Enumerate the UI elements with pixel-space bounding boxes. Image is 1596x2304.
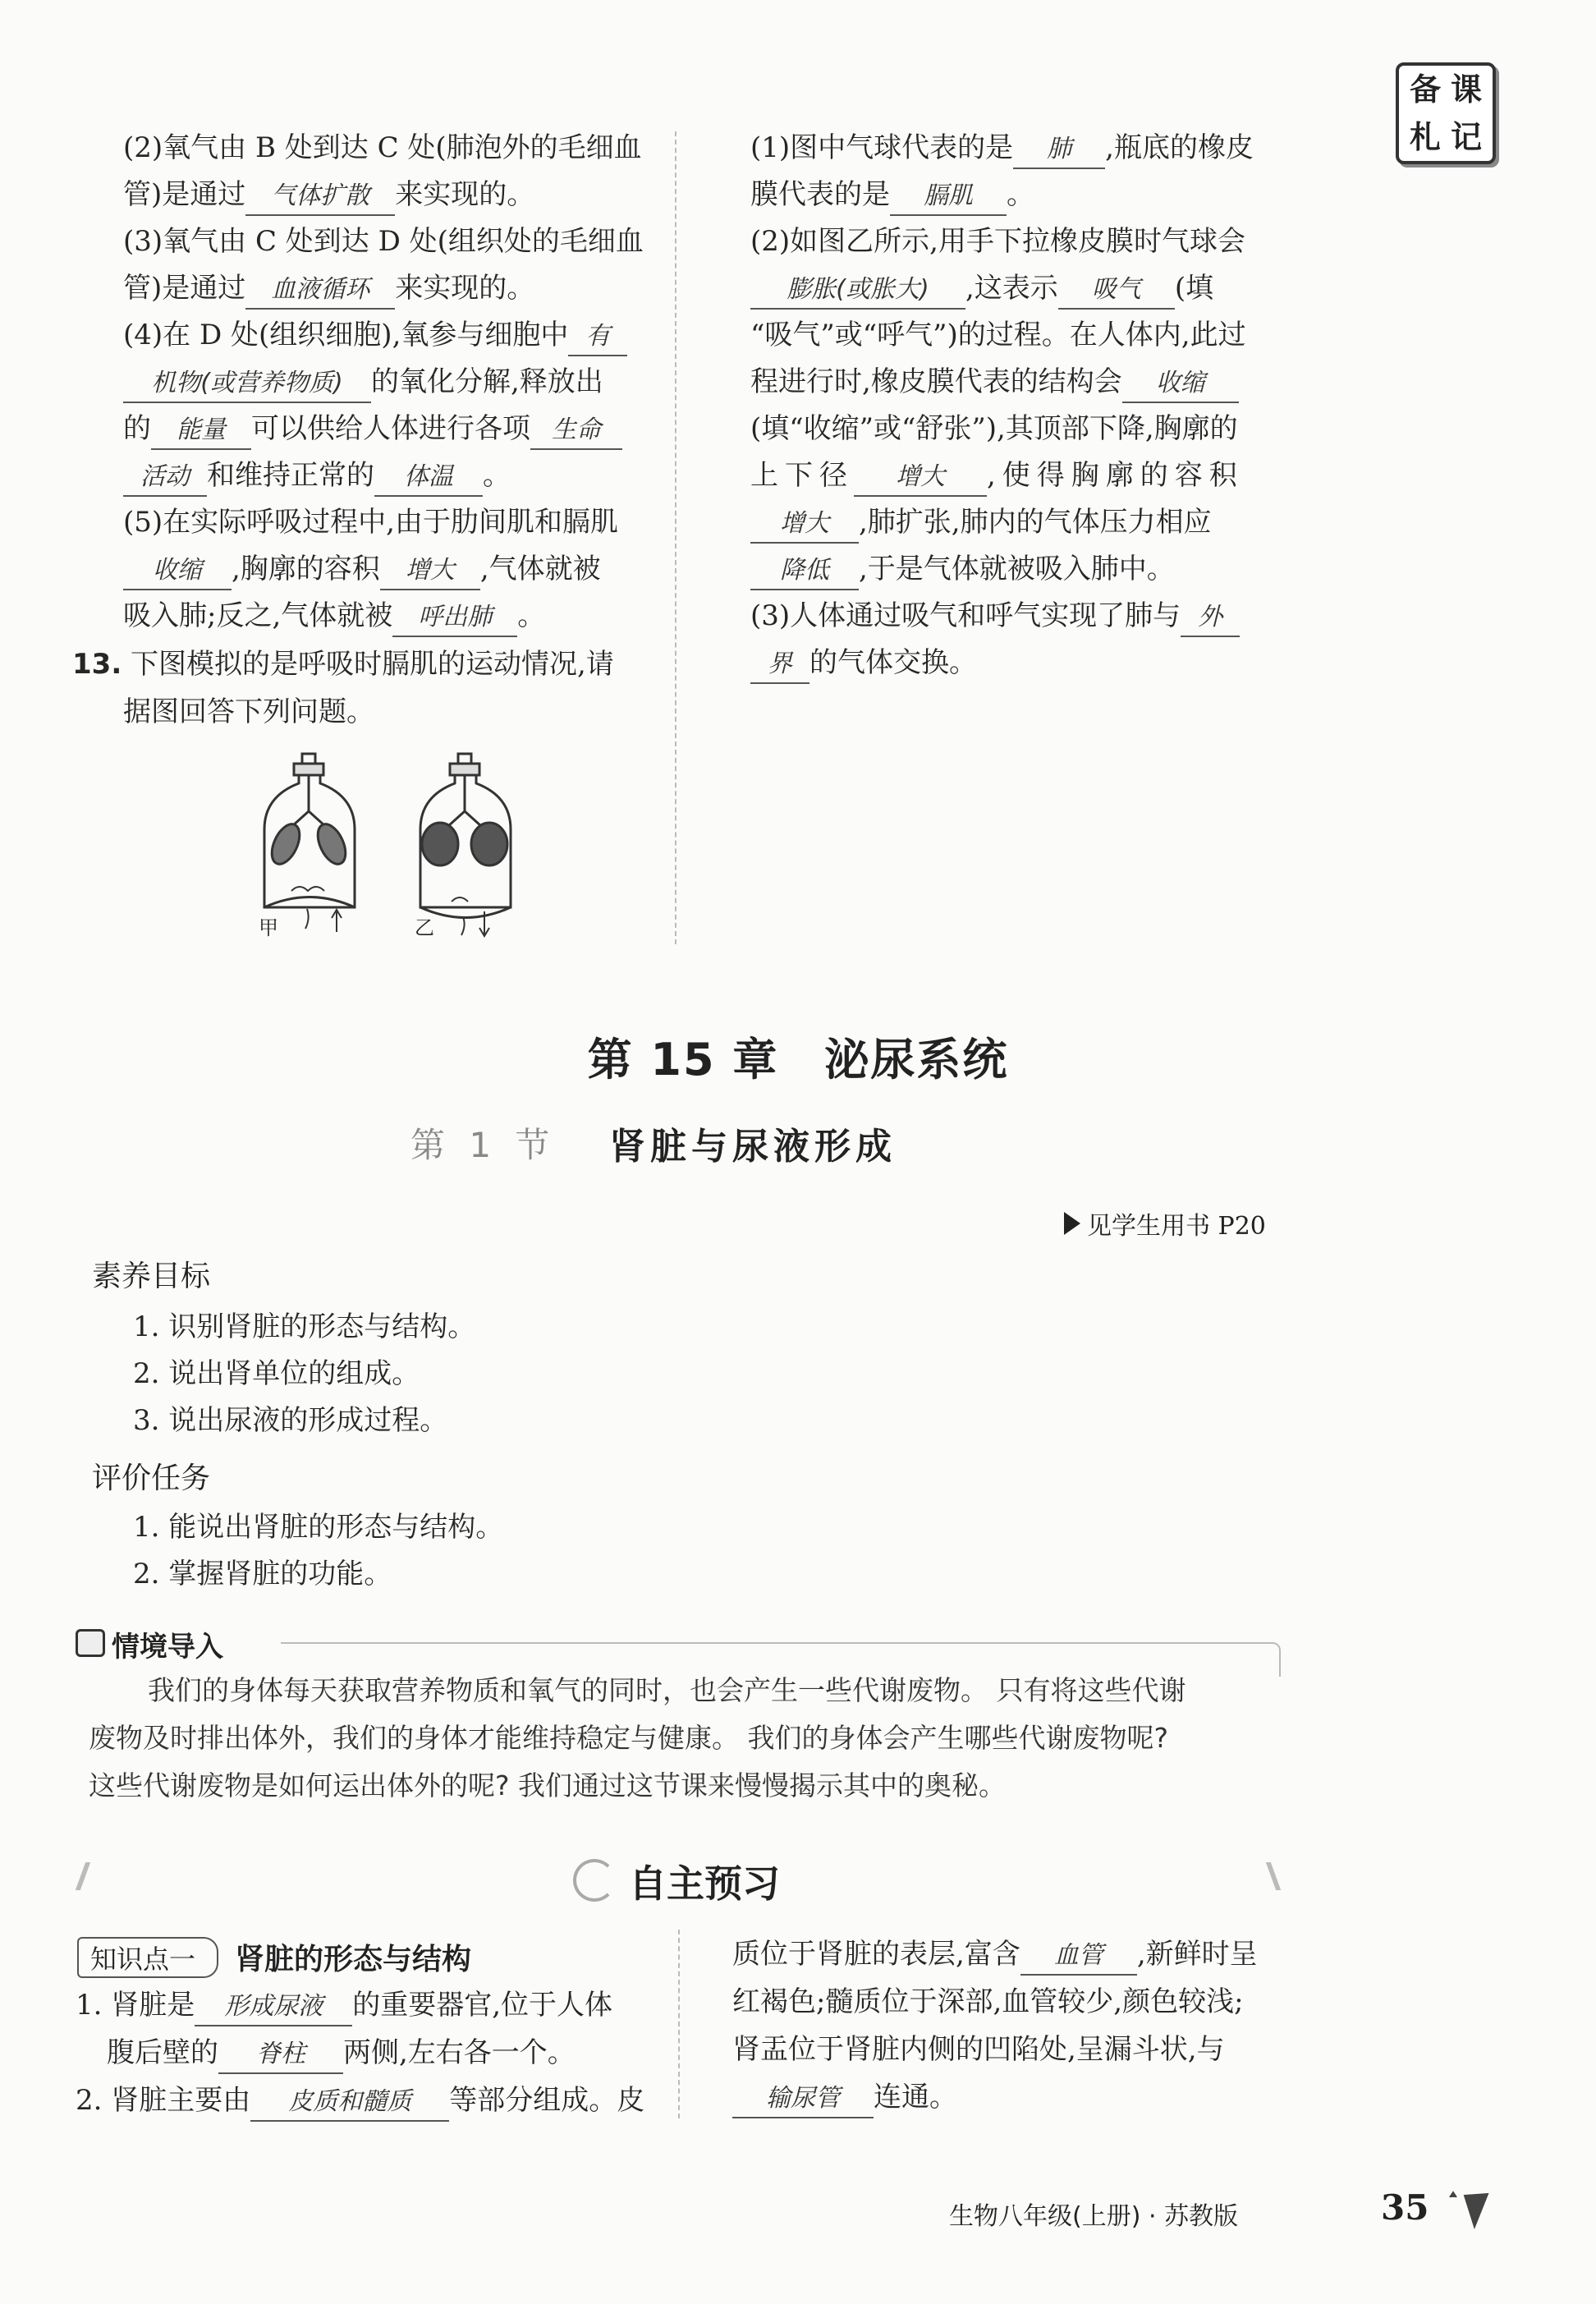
q12-part3-line1: (3)氧气由 C 处到达 D 处(组织处的毛细血 bbox=[123, 225, 644, 258]
q12-part3-line2 bbox=[123, 270, 534, 310]
kp1-right-line3: 肾盂位于肾脏内侧的凹陷处,呈漏斗状,与 bbox=[732, 2033, 1225, 2066]
answer-blank: 皮质和髓质 bbox=[250, 2084, 449, 2122]
answer-blank: 输尿管 bbox=[732, 2081, 874, 2118]
q13-part2-line5: (填“收缩”或“舒张”),其顶部下降,胸廓的 bbox=[750, 412, 1238, 445]
chapter-title: 第 15 章 泌尿系统 bbox=[587, 1034, 1009, 1085]
text: 。 bbox=[517, 599, 546, 632]
intro-line: 废物及时排出体外，我们的身体才能维持稳定与健康。 我们的身体会产生哪些代谢废物呢? bbox=[89, 1722, 1169, 1754]
q12-part4-line2 bbox=[123, 364, 603, 403]
q12-part4-line4 bbox=[123, 457, 511, 497]
answer-blank: 能量 bbox=[151, 412, 251, 450]
answer-blank: 形成尿液 bbox=[195, 1989, 352, 2026]
q12-part4-line3 bbox=[123, 411, 622, 450]
column-divider bbox=[675, 131, 676, 944]
preview-banner bbox=[80, 1854, 1281, 1906]
kp1-right-line4 bbox=[732, 2079, 957, 2118]
answer-blank: 增大 bbox=[750, 506, 859, 544]
text: 等部分组成。皮 bbox=[449, 2084, 645, 2117]
text: 下图模拟的是呼吸时膈肌的运动情况,请 bbox=[131, 648, 614, 681]
text: 两侧,左右各一个。 bbox=[343, 2036, 576, 2069]
text: 的氧化分解,释放出 bbox=[371, 365, 603, 398]
goal-item: 3. 说出尿液的形成过程。 bbox=[133, 1404, 448, 1437]
text: 来实现的。 bbox=[395, 178, 535, 211]
text: ,使得胸廓的容积 bbox=[987, 459, 1244, 492]
bell-jar-yi bbox=[420, 754, 511, 936]
q12-part5-line1: (5)在实际呼吸过程中,由于肋间肌和膈肌 bbox=[123, 506, 618, 539]
chat-icon bbox=[76, 1629, 105, 1657]
goal-item: 1. 识别肾脏的形态与结构。 bbox=[133, 1310, 476, 1343]
text: (1)图中气球代表的是 bbox=[750, 131, 1014, 164]
answer-blank: 收缩 bbox=[123, 553, 232, 590]
figure-label-jia: 甲 bbox=[259, 916, 278, 939]
column-divider bbox=[678, 1930, 680, 2118]
answer-blank: 界 bbox=[750, 646, 809, 684]
answer-blank: 肺 bbox=[1013, 131, 1105, 169]
banner-left-stroke bbox=[76, 1862, 90, 1890]
text: 程进行时,橡皮膜代表的结构会 bbox=[750, 365, 1122, 398]
text: 吸入肺;反之,气体就被 bbox=[123, 599, 393, 632]
knowledge-point-title: 肾脏的形态与结构 bbox=[235, 1943, 472, 1976]
q13-part2-line8 bbox=[750, 551, 1175, 590]
stamp-char: 记 bbox=[1450, 119, 1482, 155]
q13-part1-line1 bbox=[750, 130, 1254, 169]
footer-book-title: 生物八年级(上册) · 苏教版 bbox=[949, 2202, 1239, 2231]
stamp-char: 札 bbox=[1409, 119, 1441, 155]
answer-blank: 外 bbox=[1181, 599, 1240, 637]
kp1-line2 bbox=[107, 2035, 576, 2074]
text: 连通。 bbox=[874, 2081, 957, 2114]
intro-heading: 情境导入 bbox=[112, 1631, 223, 1664]
q12-part5-line3 bbox=[123, 598, 545, 637]
intro-rule bbox=[281, 1642, 1274, 1644]
answer-blank: 呼出肺 bbox=[392, 599, 517, 637]
q13-part2-line3: “吸气”或“呼气”)的过程。在人体内,此过 bbox=[750, 319, 1246, 351]
goals-heading: 素养目标 bbox=[92, 1260, 211, 1293]
stamp-char: 备 bbox=[1409, 71, 1441, 108]
q13-part2-line2 bbox=[750, 270, 1213, 310]
text: ,瓶底的橡皮 bbox=[1105, 131, 1254, 164]
text: 的气体交换。 bbox=[809, 646, 977, 679]
text: 质位于肾脏的表层,富含 bbox=[732, 1938, 1020, 1971]
stamp-char: 课 bbox=[1450, 71, 1482, 108]
student-book-reference bbox=[1064, 1205, 1266, 1241]
q13-line2: 据图回答下列问题。 bbox=[123, 695, 374, 728]
q13-part3-line2 bbox=[750, 645, 977, 684]
answer-blank: 收缩 bbox=[1122, 365, 1239, 403]
text: 和维持正常的 bbox=[207, 459, 374, 492]
text: 的重要器官,位于人体 bbox=[352, 1989, 613, 2022]
text: 2. 肾脏主要由 bbox=[76, 2084, 251, 2117]
q12-part5-line2 bbox=[123, 551, 601, 590]
bell-jar-jia bbox=[264, 754, 355, 932]
answer-blank: 降低 bbox=[750, 553, 859, 590]
reference-text: 见学生用书 P20 bbox=[1087, 1212, 1266, 1241]
text: 。 bbox=[483, 459, 511, 492]
answer-blank: 生命 bbox=[530, 412, 622, 450]
text: 管)是通过 bbox=[123, 178, 246, 211]
answer-blank: 增大 bbox=[854, 459, 987, 497]
banner-right-stroke bbox=[1266, 1862, 1281, 1890]
answer-blank: 脊柱 bbox=[218, 2036, 343, 2074]
kp1-right-line2: 红褐色;髓质位于深部,血管较少,颜色较浅; bbox=[732, 1985, 1244, 2018]
q13-part2-line6 bbox=[750, 457, 1244, 497]
answer-blank: 血管 bbox=[1020, 1938, 1137, 1976]
tasks-heading: 评价任务 bbox=[92, 1462, 211, 1495]
page-number: 35 bbox=[1381, 2187, 1429, 2228]
swirl-icon bbox=[573, 1859, 616, 1902]
kp1-line1 bbox=[76, 1987, 612, 2026]
answer-blank: 血液循环 bbox=[245, 272, 395, 310]
q12-part2-line2 bbox=[123, 177, 534, 216]
intro-line: 这些代谢废物是如何运出体外的呢? 我们通过这节课来慢慢揭示其中的奥秘。 bbox=[89, 1769, 1007, 1801]
text: ,这表示 bbox=[965, 272, 1058, 305]
play-arrow-icon bbox=[1064, 1212, 1080, 1235]
goal-item: 2. 说出肾单位的组成。 bbox=[133, 1357, 420, 1390]
preview-title: 自主预习 bbox=[629, 1861, 780, 1906]
text: ,气体就被 bbox=[479, 553, 601, 585]
section-number: 第 1 节 bbox=[410, 1125, 557, 1165]
answer-blank: 膨胀(或胀大) bbox=[750, 272, 965, 310]
q13-part2-line7 bbox=[750, 504, 1212, 544]
answer-blank: 活动 bbox=[123, 459, 207, 497]
notes-stamp bbox=[1396, 62, 1496, 164]
kp1-line3 bbox=[76, 2082, 644, 2122]
text: (4)在 D 处(组织细胞),氧参与细胞中 bbox=[123, 319, 569, 351]
q13-part2-line1: (2)如图乙所示,用手下拉橡皮膜时气球会 bbox=[750, 225, 1245, 258]
text: 可以供给人体进行各项 bbox=[251, 412, 530, 445]
text: 的 bbox=[123, 412, 151, 445]
intro-line: 我们的身体每天获取营养物质和氧气的同时，也会产生一些代谢废物。 只有将这些代谢 bbox=[148, 1674, 1186, 1706]
text: ,于是气体就被吸入肺中。 bbox=[859, 553, 1175, 585]
text: 来实现的。 bbox=[395, 272, 535, 305]
answer-blank: 气体扩散 bbox=[245, 178, 395, 216]
text: ,新鲜时呈 bbox=[1136, 1938, 1258, 1971]
task-item: 1. 能说出肾脏的形态与结构。 bbox=[133, 1511, 504, 1544]
question-number: 13. bbox=[72, 648, 122, 681]
text: (填 bbox=[1174, 272, 1214, 305]
intro-header bbox=[76, 1624, 1282, 1664]
page-corner-ornament-icon bbox=[1445, 2191, 1494, 2232]
q13-line1 bbox=[72, 646, 614, 682]
knowledge-point-tag: 知识点一 bbox=[77, 1937, 218, 1978]
text: ,肺扩张,肺内的气体压力相应 bbox=[859, 506, 1212, 539]
text: (3)人体通过吸气和呼气实现了肺与 bbox=[750, 599, 1181, 632]
text: 膜代表的是 bbox=[750, 178, 890, 211]
task-item: 2. 掌握肾脏的功能。 bbox=[133, 1558, 392, 1590]
answer-blank: 有 bbox=[568, 319, 627, 356]
q12-part2-line1: (2)氧气由 B 处到达 C 处(肺泡外的毛细血 bbox=[123, 131, 642, 164]
q13-part3-line1 bbox=[750, 598, 1240, 637]
kp1-right-line1 bbox=[732, 1936, 1258, 1976]
answer-blank: 膈肌 bbox=[890, 178, 1007, 216]
section-title: 肾脏与尿液形成 bbox=[609, 1126, 897, 1168]
text: 1. 肾脏是 bbox=[76, 1989, 195, 2022]
q12-part4-line1 bbox=[123, 317, 627, 356]
knowledge-point-header bbox=[77, 1936, 471, 1978]
text: 腹后壁的 bbox=[107, 2036, 218, 2069]
text: 上下径 bbox=[750, 459, 854, 492]
answer-blank: 增大 bbox=[380, 553, 480, 590]
text: ,胸廓的容积 bbox=[232, 553, 380, 585]
answer-blank: 机物(或营养物质) bbox=[123, 365, 371, 403]
q13-part2-line4 bbox=[750, 364, 1239, 403]
answer-blank: 体温 bbox=[374, 459, 483, 497]
text: 。 bbox=[1007, 178, 1034, 211]
q13-part1-line2 bbox=[750, 177, 1034, 216]
answer-blank: 吸气 bbox=[1058, 272, 1175, 310]
text: 管)是通过 bbox=[123, 272, 246, 305]
figure-label-yi: 乙 bbox=[415, 916, 434, 939]
